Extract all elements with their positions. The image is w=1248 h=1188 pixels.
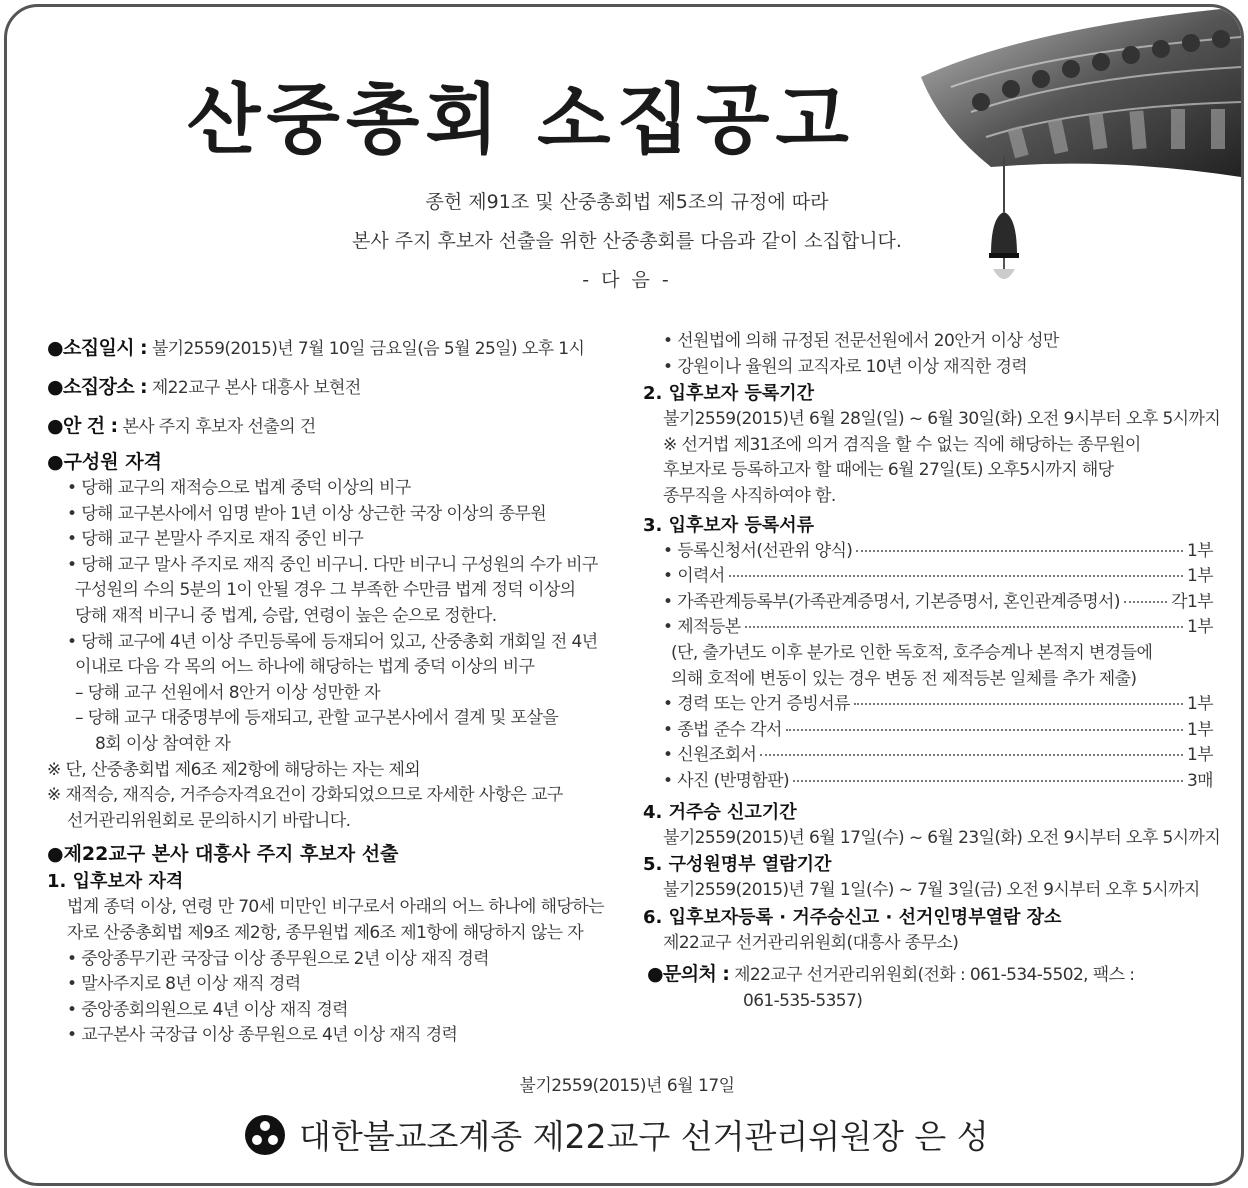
- document-row: • 등록신청서(선관위 양식) 1부: [663, 540, 1213, 561]
- contact: ●문의처 : 제22교구 선거관리위원회(전화 : 061-534-5502, 팩스 :: [647, 963, 1135, 986]
- roster-period: 불기2559(2015)년 7월 1일(수) ~ 7월 3일(금) 오전 9시부터 오후 5시까지: [663, 880, 1200, 901]
- documents-heading: 3. 입후보자 등록서류: [643, 514, 814, 536]
- contact-fax: 061-535-5357): [743, 990, 863, 1011]
- qualification-item: • 말사주지로 8년 이상 재직 경력: [67, 974, 301, 995]
- qualification-text: 자로 산중총회법 제9조 제2항, 종무원법 제6조 제1항에 해당하지 않는 자: [67, 922, 584, 943]
- temple-roof-bell-image: [911, 7, 1241, 307]
- members-heading: ●구성원 자격: [47, 451, 162, 473]
- note-item: ※ 단, 산중총회법 제6조 제2항에 해당하는 자는 제외: [47, 759, 421, 780]
- documents-note: 의해 호적에 변동이 있는 경우 변동 전 제적등본 일체를 추가 제출): [671, 668, 1137, 689]
- place-text: 제22교구 선거관리위원회(대흥사 종무소): [663, 932, 959, 953]
- qualification-item: • 교구본사 국장급 이상 종무원으로 4년 이상 재직 경력: [67, 1025, 458, 1046]
- member-item: • 당해 교구의 재적승으로 법계 중덕 이상의 비구: [67, 478, 411, 498]
- qualification-heading: 1. 입후보자 자격: [47, 871, 184, 893]
- qualification-text: 법계 종덕 이상, 연령 만 70세 미만인 비구로서 아래의 어느 하나에 해당하는: [67, 897, 604, 918]
- note-item: 선거관리위원회로 문의하시기 바랍니다.: [67, 810, 351, 831]
- document-row: • 이력서 1부: [663, 566, 1213, 587]
- registration-period: 불기2559(2015)년 6월 28일(일) ~ 6월 30일(화) 오전 9시부터 오후 5시까지: [663, 409, 1221, 430]
- member-item: • 당해 교구에 4년 이상 주민등록에 등재되어 있고, 산중총회 개회일 전 4년: [67, 631, 598, 652]
- documents-note: (단, 출가년도 이후 분가로 인한 독호적, 호주승계나 본적지 변경들에: [671, 642, 1153, 663]
- document-row: • 사진 (반명함판) 3매: [663, 770, 1213, 791]
- footer-date: 불기2559(2015)년 6월 17일: [519, 1076, 735, 1096]
- member-item: 당해 재적 비구니 중 법계, 승랍, 연령이 높은 순으로 정한다.: [75, 605, 497, 626]
- note-item: ※ 재적승, 재직승, 거주승자격요건이 강화되었으므로 자세한 사항은 교구: [47, 785, 563, 806]
- intro-line-2: 본사 주지 후보자 선출을 위한 산중총회를 다음과 같이 소집합니다.: [352, 230, 902, 252]
- roster-heading: 5. 구성원명부 열람기간: [643, 854, 832, 876]
- document-row: • 신원조회서 1부: [663, 745, 1213, 766]
- member-item: – 당해 교구 대중명부에 등재되고, 관할 교구본사에서 결계 및 포살을: [75, 708, 559, 729]
- signature-line: [243, 1111, 989, 1158]
- residency-period: 불기2559(2015)년 6월 17일(수) ~ 6월 23일(화) 오전 9시부터 오후 5시까지: [663, 827, 1221, 848]
- right-column: [643, 329, 1221, 1014]
- page-title: 산중총회 소집공고: [187, 75, 855, 164]
- residency-heading: 4. 거주승 신고기간: [643, 801, 797, 823]
- member-item: • 당해 교구 말사 주지로 재직 중인 비구니. 다만 비구니 구성원의 수가 비구: [67, 554, 598, 575]
- member-item: • 당해 교구 본말사 주지로 재직 중인 비구: [67, 529, 364, 550]
- meeting-date: ●소집일시 : 불기2559(2015)년 7월 10일 금요일(음 5월 25일) 오후 1시: [47, 337, 585, 359]
- place-heading: 6. 입후보자등록 · 거주승신고 · 선거인명부열람 장소: [643, 906, 1062, 928]
- notice-frame: [4, 4, 1244, 1186]
- document-row: • 경력 또는 안거 증빙서류 1부: [663, 694, 1213, 715]
- registration-note: 후보자로 등록하고자 할 때에는 6월 27일(토) 오후5시까지 해당: [663, 460, 1114, 481]
- qualification-item: • 선원법에 의해 규정된 전문선원에서 20안거 이상 성만: [663, 331, 1059, 351]
- document-row: • 제적등본 1부: [663, 617, 1213, 638]
- qualification-item: • 강원이나 율원의 교직자로 10년 이상 재직한 경력: [663, 356, 1028, 377]
- document-row: • 가족관계등록부(가족관계증명서, 기본증명서, 혼인관계증명서) 각1부: [663, 591, 1213, 612]
- registration-heading: 2. 입후보자 등록기간: [643, 383, 814, 405]
- qualification-item: • 중앙종회의원으로 4년 이상 재직 경력: [67, 999, 348, 1020]
- registration-note: 종무직을 사직하여야 함.: [663, 485, 836, 506]
- member-item: – 당해 교구 선원에서 8안거 이상 성만한 자: [75, 682, 380, 703]
- election-heading: ●제22교구 본사 대흥사 주지 후보자 선출: [47, 843, 399, 866]
- member-item: 8회 이상 참여한 자: [95, 733, 231, 754]
- meeting-place: ●소집장소 : 제22교구 본사 대흥사 보현전: [47, 376, 361, 398]
- qualification-item: • 중앙종무기관 국장급 이상 종무원으로 2년 이상 재직 경력: [67, 948, 489, 969]
- intro-line-1: 종헌 제91조 및 산중총회법 제5조의 규정에 따라: [425, 191, 829, 213]
- jogye-emblem-icon: [243, 1113, 287, 1157]
- meeting-agenda: ●안 건 : 본사 주지 후보자 선출의 건: [47, 415, 316, 437]
- member-item: 구성원의 수의 5분의 1이 안될 경우 그 부족한 수만큼 법계 정덕 이상의: [75, 580, 576, 601]
- registration-note: ※ 선거법 제31조에 의거 겸직을 할 수 없는 직에 해당하는 종무원이: [663, 434, 1141, 455]
- document-row: • 종법 준수 각서 1부: [663, 719, 1213, 740]
- member-item: • 당해 교구본사에서 임명 받아 1년 이상 상근한 국장 이상의 종무원: [67, 503, 547, 524]
- intro-next: - 다 음 -: [582, 269, 672, 291]
- member-item: 이내로 다음 각 목의 어느 하나에 해당하는 법계 중덕 이상의 비구: [75, 657, 535, 678]
- signature-text: 대한불교조계종 제22교구 선거관리위원장 은 성: [299, 1117, 989, 1156]
- left-column: [47, 329, 617, 1049]
